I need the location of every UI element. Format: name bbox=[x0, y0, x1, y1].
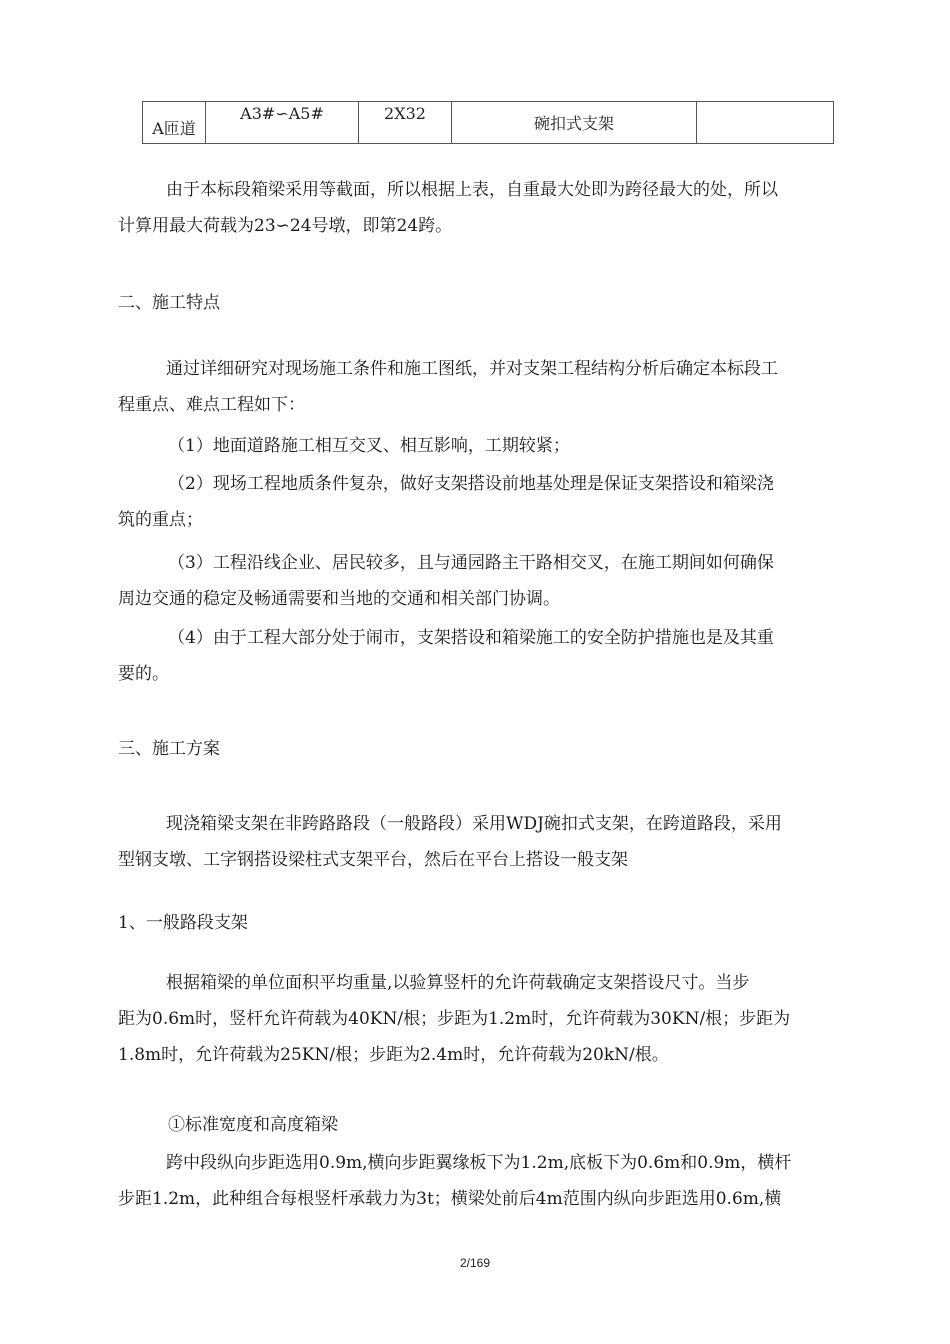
subsection-heading-1: 1、一般路段支架 bbox=[118, 913, 248, 933]
paragraph-load bbox=[118, 172, 858, 244]
list-item bbox=[118, 428, 858, 464]
section-heading-3: 三、施工方案 bbox=[118, 739, 220, 759]
list-item bbox=[118, 466, 858, 538]
span-table bbox=[142, 101, 834, 144]
table-row bbox=[143, 102, 834, 144]
paragraph-line: （2）现场工程地质条件复杂，做好支架搭设前地基处理是保证支架搭设和箱梁浇 bbox=[168, 474, 774, 494]
table-cell-ramp: A匝道 bbox=[143, 102, 206, 144]
paragraph-line: 由于本标段箱梁采用等截面，所以根据上表，自重最大处即为跨径最大的处，所以 bbox=[166, 180, 778, 200]
page-number: 2/169 bbox=[459, 1256, 491, 1270]
paragraph-standard-beam bbox=[118, 1145, 858, 1217]
paragraph-line: （1）地面道路施工相互交叉、相互影响，工期较紧； bbox=[168, 436, 570, 456]
paragraph-features-intro bbox=[118, 351, 858, 423]
paragraph-line: 型钢支墩、工字钢搭设梁柱式支架平台，然后在平台上搭设一般支架 bbox=[118, 850, 628, 870]
paragraph-line: 周边交通的稳定及畅通需要和当地的交通和相关部门协调。 bbox=[118, 589, 560, 609]
table-cell-span: 2X32 bbox=[359, 102, 452, 144]
paragraph-line: 1.8m时，允许荷载为25KN/根；步距为2.4m时，允许荷载为20kN/根。 bbox=[118, 1045, 669, 1065]
table-cell-empty bbox=[697, 102, 834, 144]
list-item bbox=[118, 620, 858, 692]
paragraph-line: ①标准宽度和高度箱梁 bbox=[168, 1115, 338, 1135]
paragraph-line: 程重点、难点工程如下： bbox=[118, 395, 305, 415]
paragraph-line: 步距1.2m，此种组合每根竖杆承载力为3t；横梁处前后4m范围内纵向步距选用0.6m,横 bbox=[118, 1189, 782, 1209]
section-heading-2: 二、施工特点 bbox=[118, 293, 220, 313]
paragraph-line: （4）由于工程大部分处于闹市，支架搭设和箱梁施工的安全防护措施也是及其重 bbox=[168, 628, 774, 648]
paragraph-line: 距为0.6m时，竖杆允许荷载为40KN/根；步距为1.2m时，允许荷载为30KN/根；步距为 bbox=[118, 1009, 791, 1029]
paragraph-line: 计算用最大荷载为23∽24号墩，即第24跨。 bbox=[118, 216, 453, 236]
paragraph-line: （3）工程沿线企业、居民较多，且与通园路主干路相交叉，在施工期间如何确保 bbox=[168, 553, 774, 573]
table-cell-support-type: 碗扣式支架 bbox=[452, 102, 697, 144]
paragraph-line: 筑的重点； bbox=[118, 510, 203, 530]
paragraph-line: 现浇箱梁支架在非跨路路段（一般路段）采用WDJ碗扣式支架，在跨道路段，采用 bbox=[166, 814, 782, 834]
list-item bbox=[118, 545, 858, 617]
paragraph-general-support bbox=[118, 965, 858, 1073]
table-cell-piers: A3#∽A5# bbox=[206, 102, 359, 144]
paragraph-line: 通过详细研究对现场施工条件和施工图纸，并对支架工程结构分析后确定本标段工 bbox=[166, 359, 778, 379]
paragraph-line: 跨中段纵向步距选用0.9m,横向步距翼缘板下为1.2m,底板下为0.6m和0.9m，横杆 bbox=[166, 1153, 792, 1173]
paragraph-scheme-intro bbox=[118, 806, 858, 878]
item-heading-standard-beam bbox=[118, 1107, 858, 1143]
paragraph-line: 根据箱梁的单位面积平均重量,以验算竖杆的允许荷载确定支架搭设尺寸。当步 bbox=[166, 973, 750, 993]
paragraph-line: 要的。 bbox=[118, 664, 169, 684]
